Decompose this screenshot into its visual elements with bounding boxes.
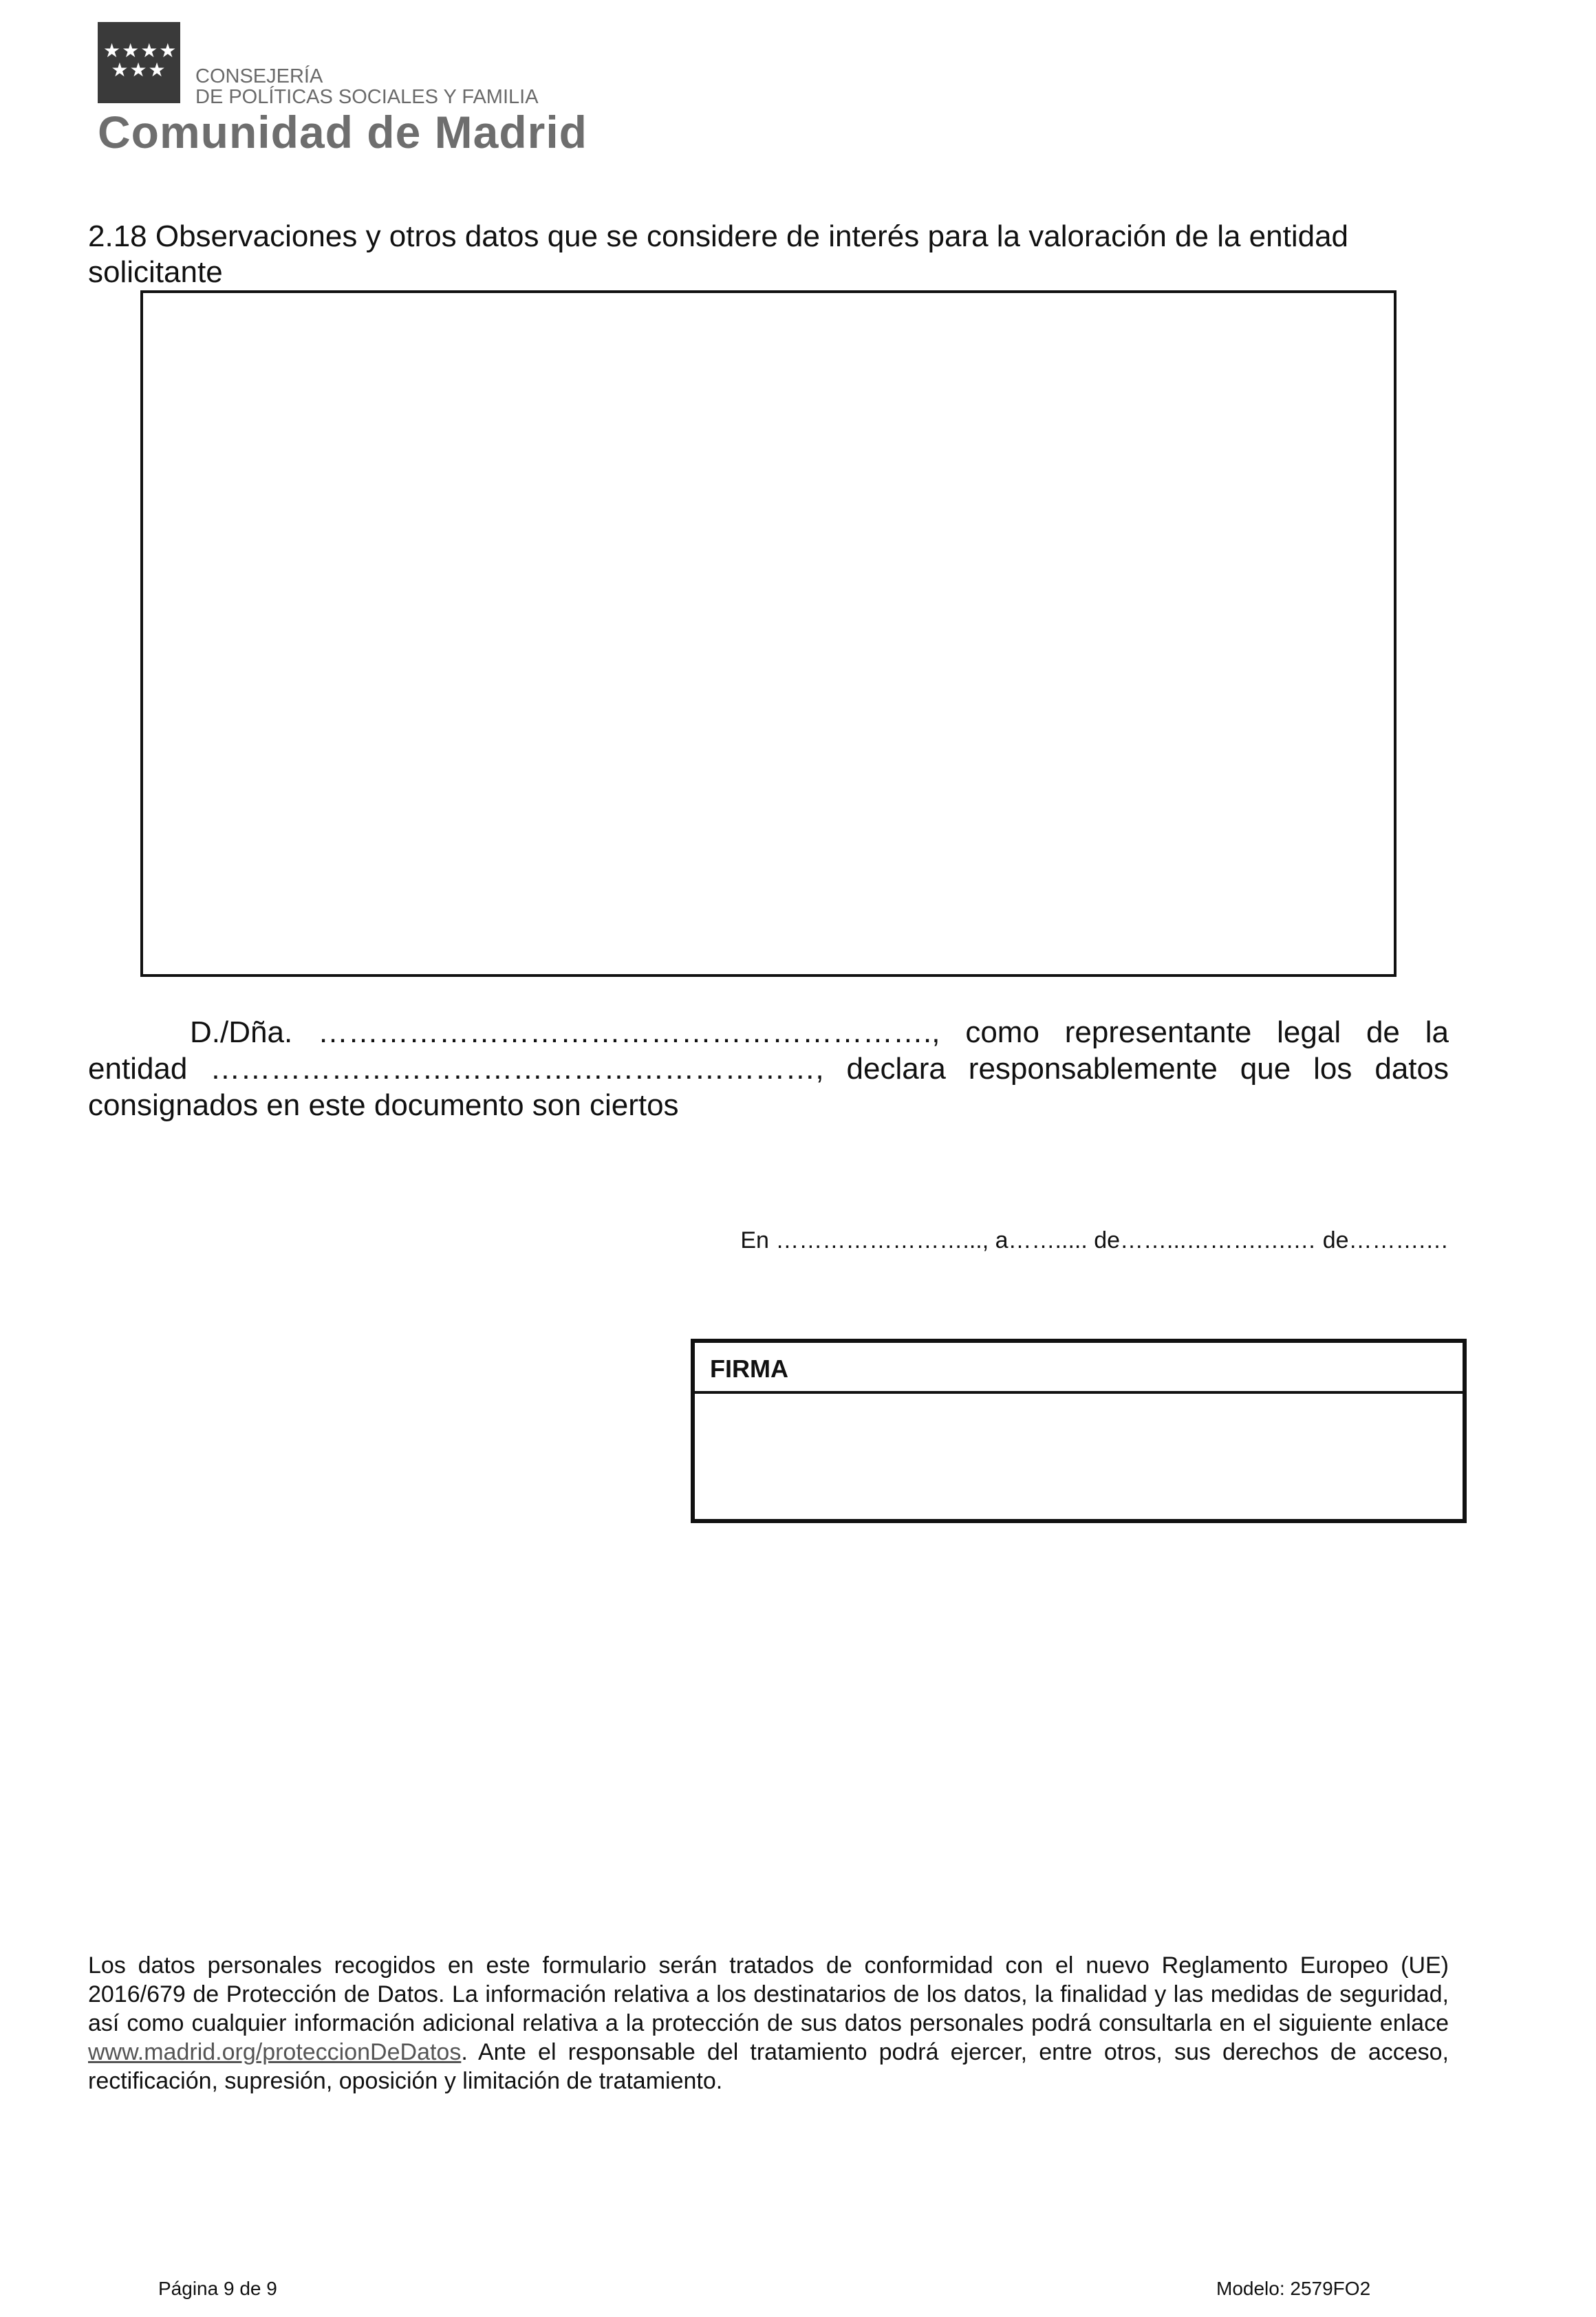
comunidad-de-madrid-logo [98,22,623,160]
logo-area-text: DE POLÍTICAS SOCIALES Y FAMILIA [195,86,539,108]
privacy-link[interactable]: www.madrid.org/proteccionDeDatos [88,2039,462,2065]
privacy-text-after-link: . Ante el responsable del tratamiento podrá ejercer, entre otros, sus derechos de acceso, rectificación, supresión, oposición y limitación de tratamiento. [88,2039,1449,2094]
signature-header [695,1343,1463,1394]
signature-label: FIRMA [710,1355,788,1383]
stars-icon: ★★★★ ★★★ [103,40,178,80]
privacy-text-before-link: Los datos personales recogidos en este formulario serán tratados de conformidad con el nuevo Reglamento Europeo (UE) 2016/679 de Protección de Datos. La información relativa a los destinatarios de los datos, la finalidad y las medidas de seguridad, así como cualquier información adicional relativa a la protección de sus datos personales podrá consultarla en el siguiente enlace [88,1952,1449,2036]
declaration-line-entity: entidad ……………………………………………………, declara responsablemente que los datos [88,1052,1449,1086]
declaration-line-representative: D./Dña. ……………………………………………………., como representante legal de la [190,1015,1449,1049]
declaration-line-certification: consignados en este documento son ciertos [88,1088,679,1122]
date-place-line: En ……………………..., a……..... de……...……….….… de……….… [740,1227,1449,1253]
logo-brand-text: Comunidad de Madrid [98,107,587,158]
signature-box[interactable] [691,1339,1467,1523]
model-code: Modelo: 2579FO2 [1216,2278,1371,2299]
privacy-notice [88,1951,1449,2095]
observations-field[interactable] [140,290,1396,977]
section-title: 2.18 Observaciones y otros datos que se considere de interés para la valoración de la entidad solicitante [88,219,1349,289]
page-number: Página 9 de 9 [158,2278,277,2299]
declaration-paragraph [88,1014,1449,1123]
logo-consejeria-text: CONSEJERÍA [195,65,323,87]
madrid-flag-emblem [98,22,180,103]
